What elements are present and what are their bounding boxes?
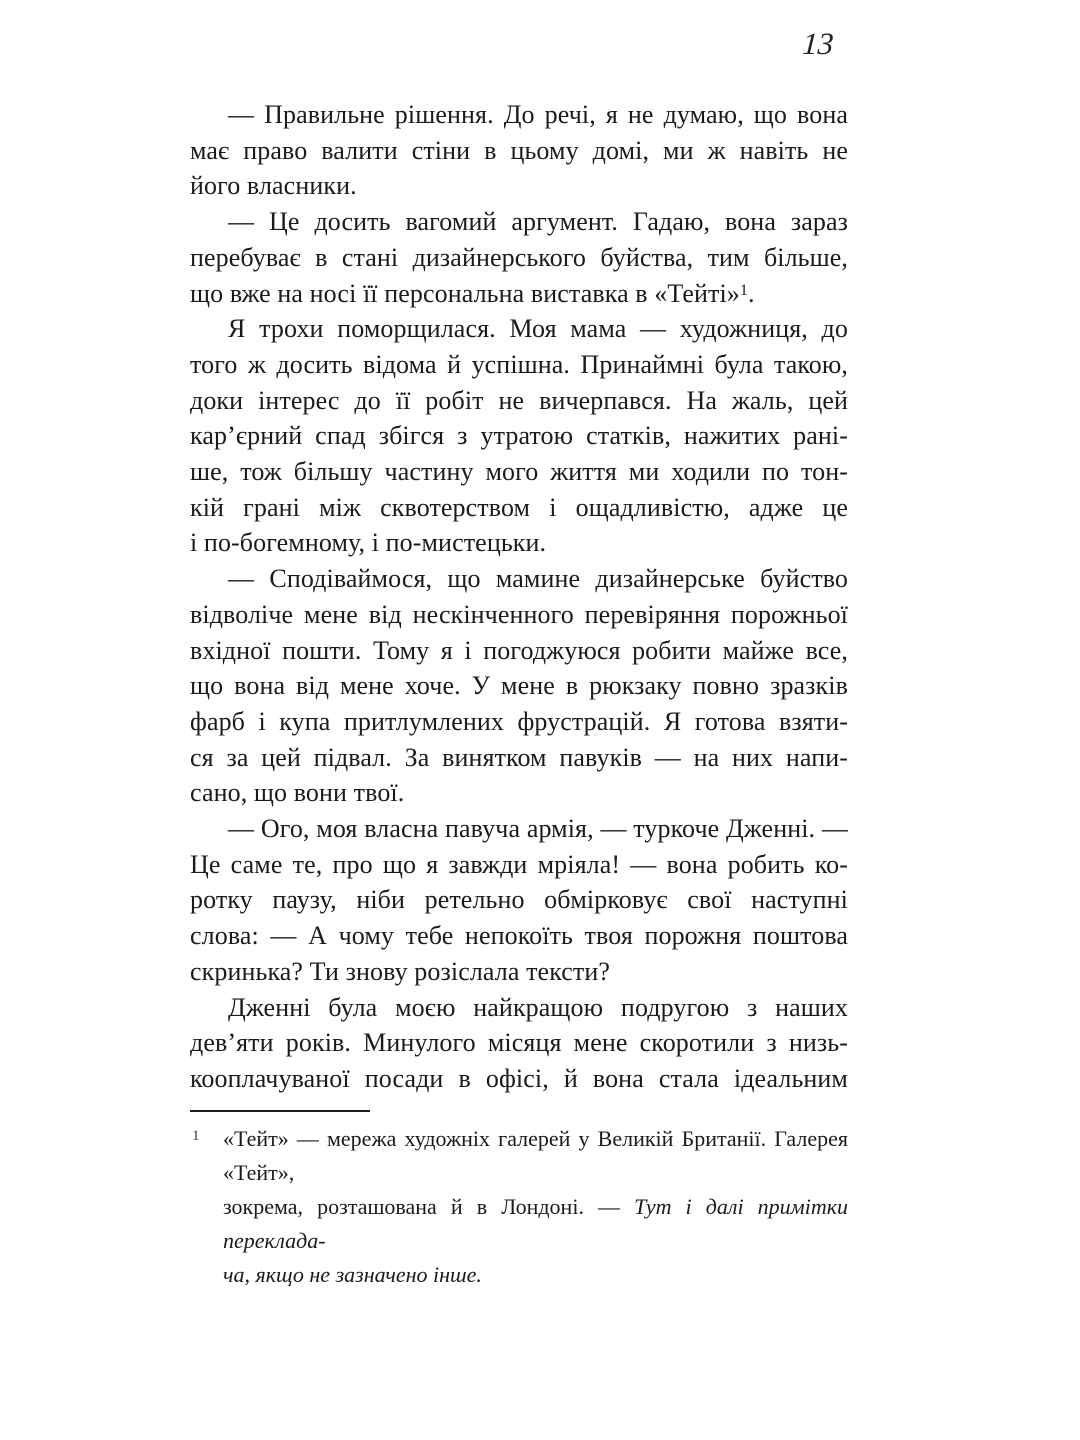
paragraph bbox=[190, 990, 848, 1097]
text-segment: зокрема, розташована й в Лондоні. — bbox=[223, 1194, 635, 1219]
paragraph bbox=[190, 97, 848, 204]
text-line: має право валити стіни в цьому домі, ми ж навіть не bbox=[190, 135, 848, 165]
text-line: перебуває в стані дизайнерського буйства, тим більше, bbox=[190, 242, 848, 272]
footnote-rule bbox=[190, 1110, 370, 1112]
text-line: і по-богемному, і по-мистецьки. bbox=[190, 528, 547, 558]
text-line: кооплачуваної посади в офісі, й вона стала ідеальним bbox=[190, 1063, 848, 1093]
text-line: скринька? Ти знову розіслала тексти? bbox=[190, 956, 611, 986]
text-line: сано, що вони твої. bbox=[190, 778, 405, 808]
text-line: відволіче мене від нескінченного перевіряння порожньої bbox=[190, 599, 848, 629]
text-line: Це саме те, про що я завжди мріяла! — вона робить ко- bbox=[190, 849, 848, 879]
text-line: — Це досить вагомий аргумент. Гадаю, вона зараз bbox=[228, 207, 848, 237]
body-text bbox=[190, 97, 848, 1097]
text-line: кій грані між сквотерством і ощадливістю, адже це bbox=[190, 492, 848, 522]
text-segment-italic: ча, якщо не зазначено інше. bbox=[223, 1262, 482, 1287]
text-line: ся за цей підвал. За винятком павуків — на них напи- bbox=[190, 742, 848, 772]
text-line: що вона від мене хоче. У мене в рюкзаку повно зразків bbox=[190, 671, 848, 701]
page-number: 13 bbox=[801, 26, 835, 61]
paragraph bbox=[190, 811, 848, 990]
text-line: кар’єрний спад збігся з утратою статків, нажитих рані- bbox=[190, 421, 848, 451]
paragraph bbox=[190, 561, 848, 811]
text-line: доки інтерес до її робіт не вичерпався. На жаль, цей bbox=[190, 385, 848, 415]
text-line: фарб і купа притлумлених фрустрацій. Я готова взяти- bbox=[190, 706, 848, 736]
text-line: його власники. bbox=[190, 171, 357, 201]
text-line: Я трохи поморщилася. Моя мама — художниця, до bbox=[228, 314, 848, 344]
text-line: — Ого, моя власна павуча армія, — туркоче Дженні. — bbox=[228, 814, 848, 844]
footnote-ref: 1 bbox=[739, 281, 749, 299]
text-segment-italic: Тут і далі примітки переклада- bbox=[223, 1194, 848, 1253]
text-line: — Правильне рішення. До речі, я не думаю, що вона bbox=[228, 100, 848, 129]
text-line: Дженні була моєю найкращою подругою з наших bbox=[228, 992, 848, 1022]
text-line: — Сподіваймося, що мамине дизайнерське буйство bbox=[228, 564, 848, 594]
footnote-line bbox=[223, 1258, 848, 1292]
text-segment: . bbox=[748, 278, 755, 308]
footnote-line: «Тейт» — мережа художніх галерей у Великій Британії. Галерея «Тейт», bbox=[223, 1126, 848, 1185]
footnote-body bbox=[190, 1122, 848, 1292]
paragraph bbox=[190, 311, 848, 561]
text-line bbox=[190, 276, 848, 312]
text-line: ротку паузу, ніби ретельно обмірковує свої наступні bbox=[190, 885, 848, 915]
footnote bbox=[190, 1110, 848, 1292]
text-line: ше, тож більшу частину мого життя ми ходили по тон- bbox=[190, 457, 848, 487]
text-segment: що вже на носі її персональна виставка в «Тейті» bbox=[190, 278, 740, 308]
paragraph bbox=[190, 204, 848, 311]
footnote-line bbox=[223, 1190, 848, 1258]
text-line: дев’яти років. Минулого місяця мене скоротили з низь- bbox=[190, 1028, 848, 1058]
footnote-marker: 1 bbox=[192, 1128, 200, 1144]
text-line: вхідної пошти. Тому я і погоджуюся робити майже все, bbox=[190, 635, 848, 665]
text-line: того ж досить відома й успішна. Принаймні була такою, bbox=[190, 349, 848, 379]
text-line: слова: — А чому тебе непокоїть твоя порожня поштова bbox=[190, 921, 848, 951]
